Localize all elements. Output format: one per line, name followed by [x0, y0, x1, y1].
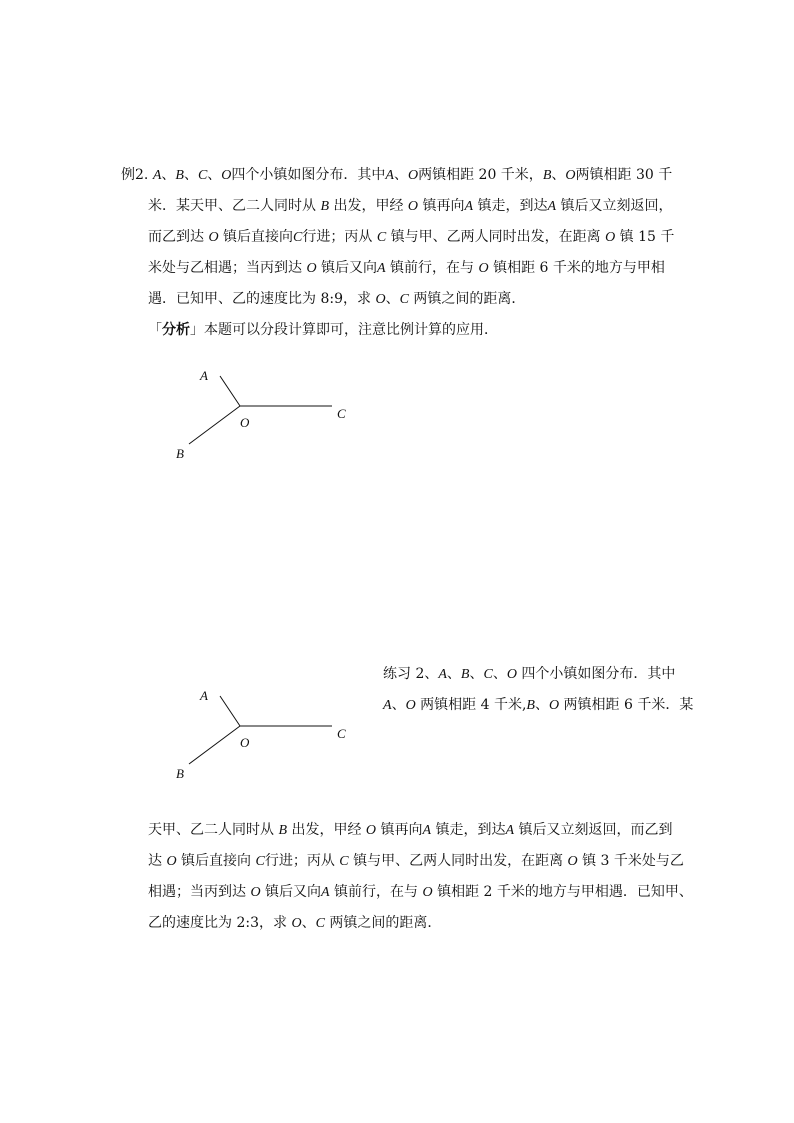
segment-ob	[189, 726, 240, 764]
practice-line-4: 达 O 镇后直接向 C行进；丙从 C 镇与甲、乙两人同时出发，在距离 O 镇 3 千米处与乙	[148, 853, 684, 869]
practice-line-2: A、O 两镇相距 4 千米,B、O 两镇相距 6 千米．某	[383, 697, 694, 713]
analysis-label: 分析	[162, 322, 190, 338]
label-a: A	[200, 368, 208, 383]
label-a: A	[200, 688, 208, 703]
practice-line-6: 乙的速度比为 2:3，求 O、C 两镇之间的距离．	[148, 915, 442, 931]
practice-line-1: 练习 2、A、B、C、O 四个小镇如图分布．其中	[383, 666, 676, 682]
example-line-5: 遇．已知甲、乙的速度比为 8:9，求 O、C 两镇之间的距离．	[148, 291, 526, 307]
practice-line-5: 相遇；当丙到达 O 镇后又向A 镇前行，在与 O 镇相距 2 千米的地方与甲相遇．已知甲、	[148, 884, 693, 900]
example-line-1: 例2. A、B、C、O四个小镇如图分布．其中A、O两镇相距 20 千米，B、O两镇相距 30 千	[121, 167, 673, 183]
label-o: O	[240, 415, 250, 430]
segment-ao	[220, 376, 240, 406]
label-b: B	[176, 766, 184, 781]
example-line-3: 而乙到达 O 镇后直接向C行进；丙从 C 镇与甲、乙两人同时出发，在距离 O 镇 15 千	[148, 229, 675, 245]
label-c: C	[337, 406, 346, 421]
example-label: 例2.	[121, 167, 149, 183]
analysis-line: 「分析」本题可以分段计算即可，注意比例计算的应用．	[148, 322, 498, 338]
segment-ao	[220, 696, 240, 726]
example-line-2: 米．某天甲、乙二人同时从 B 出发，甲经 O 镇再向A 镇走，到达A 镇后又立刻返回，	[148, 198, 673, 214]
town-diagram-2	[160, 680, 380, 790]
label-b: B	[176, 446, 184, 461]
label-o: O	[240, 735, 250, 750]
town-diagram-1	[160, 360, 380, 470]
example-line-4: 米处与乙相遇；当丙到达 O 镇后又向A 镇前行，在与 O 镇相距 6 千米的地方与甲相	[148, 260, 665, 276]
segment-ob	[189, 406, 240, 444]
practice-line-3: 天甲、乙二人同时从 B 出发，甲经 O 镇再向A 镇走，到达A 镇后又立刻返回，而乙到	[148, 822, 673, 838]
label-c: C	[337, 726, 346, 741]
